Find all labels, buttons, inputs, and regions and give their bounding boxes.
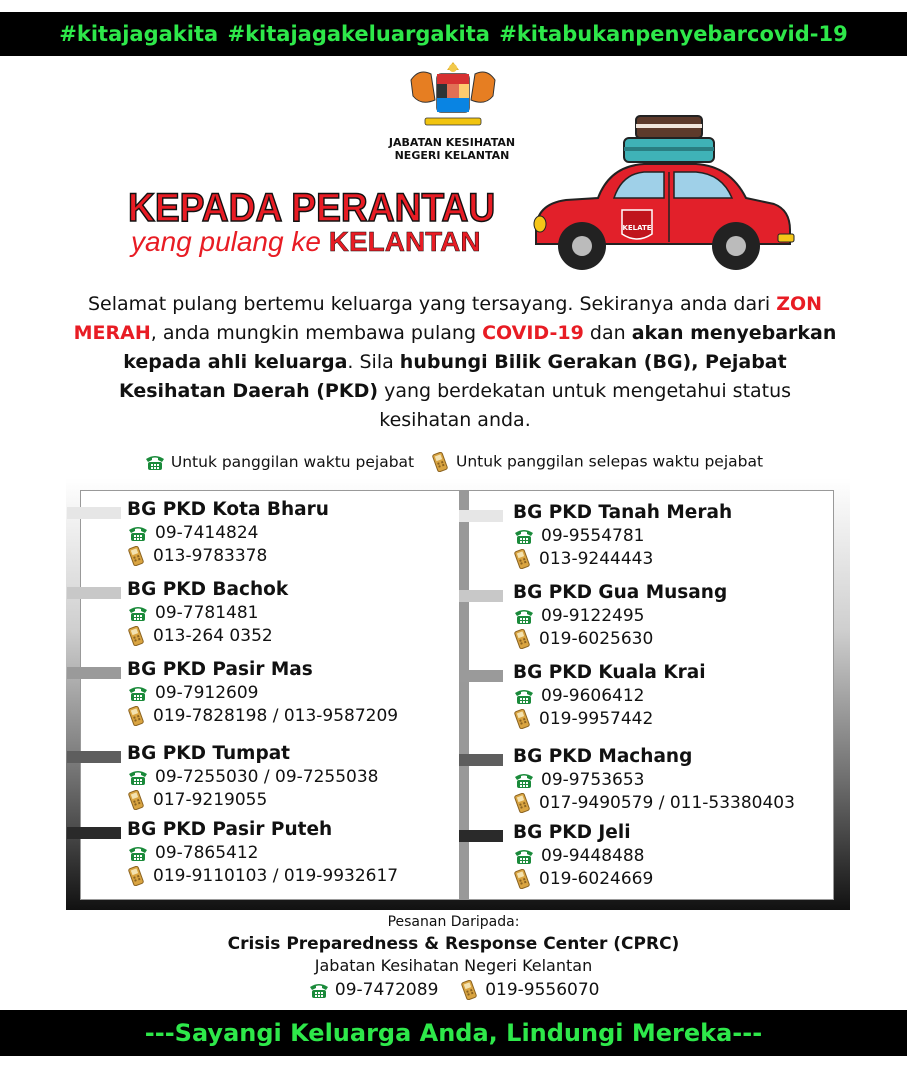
telephone-icon	[127, 684, 149, 702]
telephone-icon	[513, 607, 535, 625]
contact-name: BG PKD Jeli	[513, 822, 631, 843]
intro-text-4: . Sila	[347, 351, 400, 373]
branch-tab	[459, 510, 503, 522]
bottom-slogan-banner: ---Sayangi Keluarga Anda, Lindungi Mereka---	[0, 1010, 907, 1056]
footer-department: Jabatan Kesihatan Negeri Kelantan	[314, 956, 593, 975]
intro-bold-1: akan menyebarkan kepada ahli keluarga	[123, 322, 837, 373]
office-phone-line[interactable]	[513, 686, 644, 706]
intro-bold-2: hubungi Bilik Gerakan (BG), Pejabat Kesihatan Daerah (PKD)	[118, 351, 787, 402]
branch-tab	[67, 667, 121, 679]
mobile-phone-icon	[127, 790, 147, 810]
footer-phones	[0, 980, 907, 1000]
contact-name: BG PKD Tanah Merah	[513, 502, 733, 523]
legend-office-label: Untuk panggilan waktu pejabat	[170, 452, 415, 471]
legend-after-label: Untuk panggilan selepas waktu pejabat	[456, 452, 764, 471]
footer-cprc-name: Crisis Preparedness & Response Center (CPRC)	[227, 934, 680, 954]
branch-tab	[459, 754, 503, 766]
office-phone-line[interactable]	[127, 683, 258, 703]
telephone-icon	[127, 844, 149, 862]
contact-name: BG PKD Machang	[513, 746, 693, 767]
mobile-phone-number: 013-264 0352	[153, 626, 273, 646]
mobile-phone-number: 017-9490579 / 011-53380403	[539, 793, 795, 813]
mobile-phone-number: 013-9244443	[539, 549, 654, 569]
mobile-phone-line[interactable]	[127, 790, 267, 810]
telephone-icon	[127, 604, 149, 622]
telephone-icon	[127, 768, 149, 786]
mobile-phone-icon	[127, 626, 147, 646]
subtitle-bold: KELANTAN	[328, 226, 481, 257]
mobile-phone-icon	[513, 629, 533, 649]
mobile-phone-line[interactable]	[127, 546, 267, 566]
footer-mobile-number: 019-9556070	[485, 980, 600, 1000]
headline-subtitle	[131, 226, 481, 258]
contacts-column-right	[459, 491, 839, 899]
office-phone-number: 09-7912609	[155, 683, 259, 703]
office-phone-line[interactable]	[513, 606, 644, 626]
telephone-icon	[127, 524, 149, 542]
legend-after-hours	[431, 452, 763, 472]
contacts-column-left	[81, 491, 451, 899]
intro-paragraph	[70, 290, 840, 435]
telephone-icon	[513, 527, 535, 545]
organization-name	[372, 136, 532, 162]
office-phone-line[interactable]	[127, 843, 258, 863]
office-phone-number: 09-9122495	[541, 606, 645, 626]
mobile-phone-line[interactable]	[127, 866, 398, 886]
mobile-phone-icon	[513, 869, 533, 889]
office-phone-line[interactable]	[513, 770, 644, 790]
mobile-phone-line[interactable]	[513, 709, 653, 729]
contact-name: BG PKD Kuala Krai	[513, 662, 706, 683]
office-phone-number: 09-9753653	[541, 770, 645, 790]
car-door-text: KELATE	[622, 224, 652, 232]
contact-name: BG PKD Gua Musang	[513, 582, 728, 603]
mobile-phone-number: 019-6025630	[539, 629, 654, 649]
mobile-phone-line[interactable]	[127, 626, 273, 646]
mobile-phone-icon	[513, 793, 533, 813]
office-phone-number: 09-9554781	[541, 526, 645, 546]
mobile-phone-number: 013-9783378	[153, 546, 268, 566]
icon-legend	[0, 452, 907, 472]
mobile-phone-line[interactable]	[513, 629, 653, 649]
branch-tab	[459, 590, 503, 602]
subtitle-light: yang pulang ke	[131, 226, 329, 257]
intro-text-5: yang berdekatan untuk mengetahui status kesihatan anda.	[378, 380, 792, 431]
mobile-phone-icon	[127, 866, 147, 886]
office-phone-line[interactable]	[127, 767, 379, 787]
mobile-phone-icon	[513, 549, 533, 569]
coat-of-arms-logo	[403, 60, 503, 132]
office-phone-number: 09-9606412	[541, 686, 645, 706]
contact-name: BG PKD Bachok	[127, 579, 289, 600]
red-car-illustration	[526, 112, 796, 282]
footer-mobile-phone[interactable]	[460, 980, 600, 1000]
mobile-phone-line[interactable]	[513, 869, 653, 889]
office-phone-line[interactable]	[513, 526, 644, 546]
office-phone-number: 09-7865412	[155, 843, 259, 863]
legend-office	[144, 453, 414, 472]
contact-name: BG PKD Pasir Puteh	[127, 819, 333, 840]
mobile-phone-icon	[513, 709, 533, 729]
mobile-phone-icon	[460, 980, 480, 1000]
top-hashtag-banner: #kitajagakita #kitajagakeluargakita #kitabukanpenyebarcovid-19	[0, 12, 907, 56]
office-phone-number: 09-7255030 / 09-7255038	[155, 767, 379, 787]
contacts-panel-inner	[80, 490, 834, 900]
branch-tab	[67, 507, 121, 519]
mobile-phone-icon	[127, 546, 147, 566]
headline-title: KEPADA PERANTAU	[128, 186, 496, 230]
office-phone-number: 09-7414824	[155, 523, 259, 543]
org-line-2: NEGERI KELANTAN	[394, 149, 510, 162]
branch-tab	[67, 587, 121, 599]
intro-text-1: Selamat pulang bertemu keluarga yang tersayang. Sekiranya anda dari	[87, 293, 777, 315]
office-phone-line[interactable]	[127, 523, 258, 543]
office-phone-number: 09-7781481	[155, 603, 259, 623]
contact-name: BG PKD Kota Bharu	[127, 499, 329, 520]
mobile-phone-number: 017-9219055	[153, 790, 268, 810]
intro-text-2: , anda mungkin membawa pulang	[150, 322, 483, 344]
org-line-1: JABATAN KESIHATAN	[388, 136, 516, 149]
mobile-phone-number: 019-9110103 / 019-9932617	[153, 866, 399, 886]
contact-name: BG PKD Pasir Mas	[127, 659, 313, 680]
telephone-icon	[144, 453, 166, 471]
branch-tab	[459, 830, 503, 842]
intro-red-covid: COVID-19	[482, 322, 584, 344]
branch-tab	[67, 751, 121, 763]
contact-name: BG PKD Tumpat	[127, 743, 291, 764]
telephone-icon	[513, 847, 535, 865]
office-phone-number: 09-9448488	[541, 846, 645, 866]
intro-red-zone: ZON MERAH	[73, 293, 823, 344]
branch-tab	[67, 827, 121, 839]
mobile-phone-line[interactable]	[513, 793, 795, 813]
telephone-icon	[308, 981, 330, 999]
mobile-phone-icon	[127, 706, 147, 726]
mobile-phone-line[interactable]	[127, 706, 398, 726]
footer-office-number: 09-7472089	[334, 980, 439, 1000]
branch-tab	[459, 670, 503, 682]
mobile-phone-number: 019-6024669	[539, 869, 654, 889]
footer-office-phone[interactable]	[308, 980, 439, 1000]
telephone-icon	[513, 771, 535, 789]
mobile-phone-icon	[431, 452, 451, 472]
footer-message-from: Pesanan Daripada:	[387, 914, 520, 930]
telephone-icon	[513, 687, 535, 705]
intro-text-3: dan	[583, 322, 632, 344]
mobile-phone-line[interactable]	[513, 549, 653, 569]
mobile-phone-number: 019-9957442	[539, 709, 654, 729]
contacts-panel	[66, 478, 850, 910]
office-phone-line[interactable]	[513, 846, 644, 866]
office-phone-line[interactable]	[127, 603, 258, 623]
mobile-phone-number: 019-7828198 / 013-9587209	[153, 706, 399, 726]
